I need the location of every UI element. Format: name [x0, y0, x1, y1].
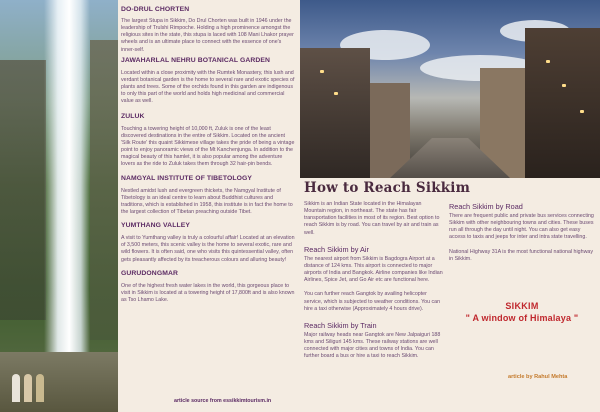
waterfall	[44, 0, 90, 412]
window-light	[320, 70, 324, 73]
section-body: One of the highest fresh water lakes in the world, this gorgeous place to visit in Sikkim is located at a towering height of 17,800ft and is also known as Tso Lhamo Lake.	[121, 282, 295, 304]
window-light	[334, 92, 338, 95]
city-street-photo	[300, 0, 600, 178]
page-title: How to Reach Sikkim	[304, 180, 471, 196]
window-light	[546, 60, 550, 63]
section-title: NAMGYAL INSTITUTE OF TIBETOLOGY	[121, 174, 252, 182]
travel-column-left	[304, 199, 444, 409]
air-body-2: You can further reach Gangtok by availing helicopter service, which is subjected to weather conditions. You can hire a taxi otherwise (Approximately 4 hours drive).	[304, 291, 441, 312]
section-title: ZULUK	[121, 112, 145, 120]
section-body: Nestled amidst lush and evergreen thickets, the Namgyal Institute of Tibetology is an ideal centre to learn about Buddhist cultures and traditions, which is established in 1958, this institute is in fact the home to the largest collection of Tibetan preaching outside Tibet.	[121, 187, 293, 215]
window-light	[562, 84, 566, 87]
cliff-right	[90, 40, 118, 340]
person-figure	[36, 374, 44, 402]
intro-text: Sikkim is an Indian State located in the Himalayan Mountain region, in northeast. The state has fair transportation facilities in most of its region. Best option to reach Sikkim is by road. You can travel by air and train as well.	[304, 201, 440, 236]
cliff-left	[0, 60, 46, 320]
road-body-2: National Highway 31A is the most functional national highway in Sikkim.	[449, 248, 593, 262]
building	[370, 83, 410, 178]
tagline	[449, 300, 595, 324]
tagline-title: SIKKIM	[505, 301, 539, 311]
person-figure	[12, 374, 20, 402]
section-body: The largest Stupa in Sikkim, Do Drul Chorten was built in 1946 under the leadership of Trulshi Rimpoche. Holding a high prominence amongst the religious sites in the state, this stupa is laced with 108 Mani Lhakor prayer wheels and is an ultimate place to connect with the essence of one's inner-self.	[121, 18, 294, 53]
source-credit: article source from essikkimtourism.in	[174, 398, 272, 404]
section-body: Located within a close proximity with the Rumtek Monastery, this lush and verdant botanical garden is the home to several rare and exotic species of plants and trees. Some of the orchids found in this garden are indigenous to only this part of the world and holds high medicinal and commercial value as well.	[121, 69, 295, 105]
air-body: The nearest airport from Sikkim is Bagdogra Airport at a distance of 124 kms. This airport is connected to major airports of India and Bangkok. Airline companies like Indian Airlines, Spice Jet, and Go Air etc are functional here.	[304, 255, 443, 284]
building-right	[525, 28, 600, 178]
attractions-column	[121, 4, 295, 408]
person-figure	[24, 374, 32, 402]
section-body: Touching a towering height of 10,000 ft, Zuluk is one of the least discovered destinations in the entire of Sikkim. Located on the ancient 'Silk Route' this quaint Sikkimese village takes the pride of being a vintage point to enjoy panoramic views of the Mt Kanchenjunga. In addition to the magical beauty of this hamlet, it is also popular among the adventure lovers as the ride to Zuluk takes them through 32 hair-pin bends.	[121, 125, 295, 168]
tagline-subtitle: " A window of Himalaya "	[465, 313, 579, 323]
air-heading: Reach Sikkim by Air	[304, 244, 369, 254]
road-body: There are frequent public and private bus services connecting Sikkim with other neighbouring towns and cities. These buses run all through the day until night. You can also get easy access to taxis and jeeps for inter and intra state travelling.	[449, 213, 594, 241]
building-left	[300, 48, 370, 178]
window-light	[580, 110, 584, 113]
train-heading: Reach Sikkim by Train	[304, 320, 377, 330]
section-title: GURUDONGMAR	[121, 269, 178, 277]
road-heading: Reach Sikkim by Road	[449, 202, 523, 211]
author-credit: article by Rahul Mehta	[508, 374, 568, 380]
section-title: DO-DRUL CHORTEN	[121, 6, 190, 13]
waterfall-photo	[0, 0, 118, 412]
section-body: A visit to Yumthang valley is truly a colourful affair! Located at an elevation of 3,500 meters, this scenic valley is the home to several exotic, rare and wild flowers. It is often said, one who visits this quintessential valley, often gets pleasantly affected by its treacherous colours and alluring beauty!	[121, 235, 295, 263]
train-body: Major railway heads near Gangtok are New Jalpaiguri 188 kms and Siliguri 145 kms. These railway stations are well connected with major cities and towns of India. You can further board a bus or hire a taxi to reach Sikkim.	[304, 331, 441, 360]
section-title: JAWAHARLAL NEHRU BOTANICAL GARDEN	[121, 56, 271, 64]
section-title: YUMTHANG VALLEY	[121, 222, 190, 230]
